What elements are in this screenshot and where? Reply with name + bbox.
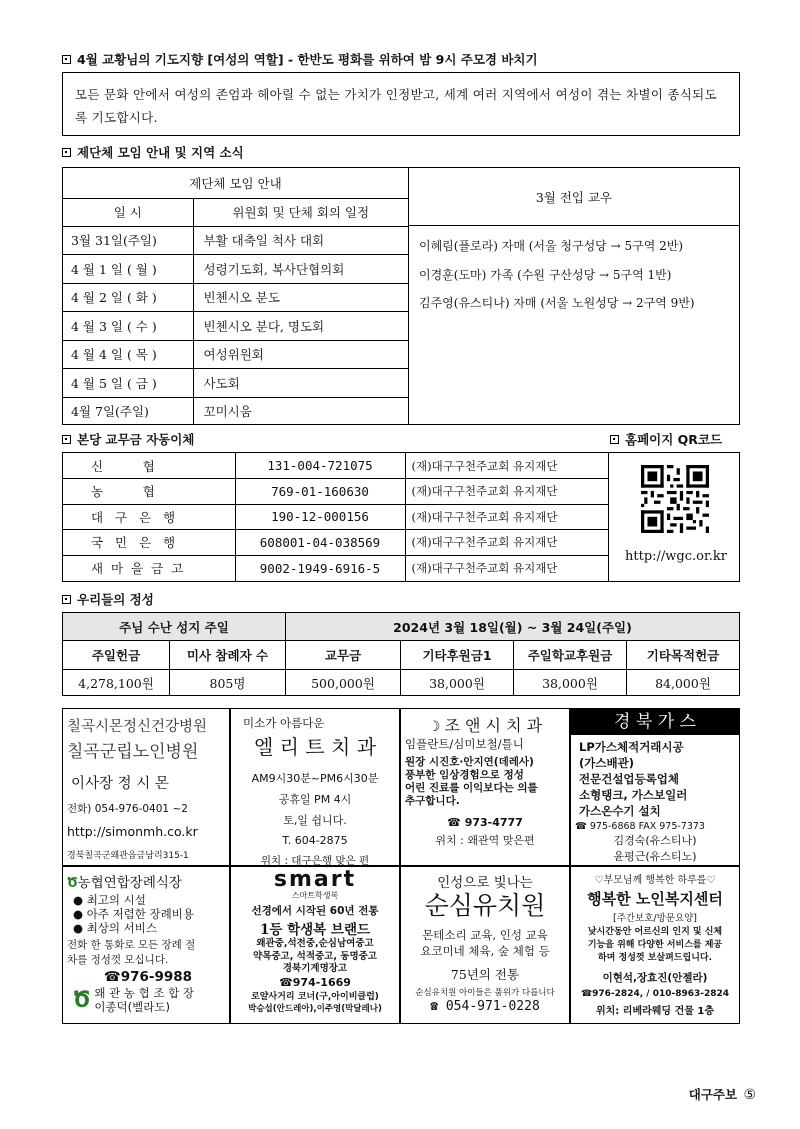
offering-week-label: 주님 수난 성지 주일 (63, 613, 286, 641)
implant-text: 풍부한 임상경험으로 정성 (405, 769, 524, 781)
schedule-event: 사도회 (193, 369, 409, 398)
schedule-date: 4 월 1 일 ( 월 ) (63, 255, 193, 284)
kinder-program: 요코미네 체육, 숲 체험 등 (420, 944, 550, 958)
bank-account: 9002-1949-6916-5 (235, 555, 405, 581)
homepage-url[interactable]: http://wgc.or.kr (625, 549, 727, 564)
bank-name: 대 구 은 행 (63, 504, 235, 530)
funeral-features (73, 893, 229, 935)
schedule-event: 빈첸시오 분다, 명도회 (193, 312, 409, 341)
hospital-name-1: 칠곡시몬정신건강병원 (67, 719, 208, 735)
ad-gas (570, 708, 740, 866)
schedule-table (63, 168, 409, 424)
bank-name: 농 협 (63, 479, 235, 505)
prayer-box (62, 72, 740, 136)
bank-name: 국 민 은 행 (63, 530, 235, 556)
bank-holder: (재)대구구천주교회 유지재단 (405, 504, 609, 530)
kinder-name: 순심유치원 (424, 891, 546, 920)
page-number: ⑤ (743, 1087, 756, 1103)
bank-name: 신 협 (63, 453, 235, 479)
elder-name: 행복한 노인복지센터 (587, 890, 723, 908)
dental-holiday: 공휴일 PM 4시 (278, 793, 352, 806)
offering-value: 38,000원 (401, 670, 514, 696)
offering-value: 84,000원 (627, 670, 740, 696)
schedule-title: 제단체 모임 안내 및 지역 소식 (62, 143, 244, 161)
ad-kindergarten (400, 866, 570, 1024)
dental-hours: AM9시30분~PM6시30분 (251, 772, 379, 785)
smart-school: 약목중고, 석적중고, 동명중고 (253, 950, 377, 962)
kinder-phone: ☎ 054-971-0228 (430, 999, 540, 1014)
kinder-tradition: 75년의 전통 (450, 967, 520, 982)
tooth-logo-icon: ☽ (427, 719, 441, 735)
hospital-director: 이사장 정 시 몬 (71, 776, 169, 792)
offering-header: 미사 참례자 수 (170, 641, 286, 670)
ad-elite-dental (230, 708, 400, 866)
funeral-name: Ծ농협연합장례식장 (67, 875, 182, 891)
offering-value: 500,000원 (286, 670, 401, 696)
offering-header: 기타후원금1 (401, 641, 514, 670)
hospital-url: http://simonmh.co.kr (67, 824, 198, 839)
gas-line: (가스배관) (579, 756, 634, 770)
implant-text: 추구합니다. (405, 795, 460, 807)
square-bullet-icon (610, 435, 619, 444)
dental-name: 엘 리 트 치 과 (253, 735, 377, 759)
kinder-tagline: 인성으로 빛나는 (437, 875, 533, 891)
ad-smart-uniform (230, 866, 400, 1024)
funeral-contact (67, 986, 229, 1014)
gas-line: 소형탱크, 가스보일러 (579, 788, 688, 802)
kinder-program: 몬테소리 교육, 인성 교육 (422, 928, 548, 942)
dental-phone: T. 604-2875 (282, 834, 348, 847)
bank-holder: (재)대구구천주교회 유지재단 (405, 453, 609, 479)
schedule-event: 성령기도회, 복사단협의회 (193, 255, 409, 284)
ad-implant-dental (400, 708, 570, 866)
gas-body (571, 735, 739, 819)
schedule-event: 여성위원회 (193, 340, 409, 369)
schedule-date: 4 월 3 일 ( 수 ) (63, 312, 193, 341)
bank-account: 131-004-721075 (235, 453, 405, 479)
implant-location: 위치 : 왜관역 맞은편 (435, 834, 535, 847)
qr-code[interactable] (641, 465, 709, 533)
elder-text: 하며 정성껏 보살펴드립니다. (597, 953, 712, 963)
implant-services: 임플란트/심미보철/틀니 (405, 737, 524, 751)
offering-header: 주일헌금 (63, 641, 170, 670)
dental-location: 위치 : 대구은행 맞은 편 (260, 855, 370, 866)
dental-tagline: 미소가 아름다운 (243, 716, 325, 730)
ad-funeral (62, 866, 230, 1024)
smart-schools (231, 938, 399, 976)
transfer-list (409, 226, 739, 318)
page-footer (689, 1085, 756, 1103)
gas-line: 가스온수기 설치 (579, 804, 661, 818)
implant-desc (401, 756, 569, 808)
schedule-date: 4 월 5 일 ( 금 ) (63, 369, 193, 398)
schedule-box (62, 167, 740, 425)
schedule-event: 빈첸시오 분도 (193, 283, 409, 312)
schedule-date: 4월 7일(주일) (63, 397, 193, 424)
transfer-item: 이혜림(플로라) 자매 (서울 청구성당 → 5구역 2반) (419, 239, 684, 253)
schedule-date: 4 월 2 일 ( 화 ) (63, 283, 193, 312)
prayer-title: 4월 교황님의 기도지향 [여성의 역할] - 한반도 평화를 위하여 밤 9시 주모경 바치기 (62, 50, 538, 68)
funeral-feature: ● 최상의 서비스 (73, 921, 157, 935)
bank-holder: (재)대구구천주교회 유지재단 (405, 530, 609, 556)
bank-account: 769-01-160630 (235, 479, 405, 505)
implant-phone: ☎ 973-4777 (447, 816, 523, 829)
gas-contact: 윤평근(유스티노) (613, 850, 697, 863)
implant-name: ☽ 조 앤 시 치 과 (427, 716, 543, 735)
schedule-date: 4 월 4 일 ( 목 ) (63, 340, 193, 369)
funeral-feature: ● 아주 저렴한 장례비용 (73, 907, 194, 921)
smart-contact: 박승섭(안드레아),이주영(막달레나) (248, 1003, 382, 1014)
smart-brand: 1등 학생복 브랜드 (259, 922, 371, 938)
smart-phone: ☎974-1669 (279, 975, 351, 989)
nh-logo-icon: Ծ (67, 875, 78, 891)
offering-week-dates: 2024년 3월 18일(월) ~ 3월 24일(주일) (286, 613, 740, 641)
offering-header: 교무금 (286, 641, 401, 670)
nh-logo-icon: Ծ (73, 987, 91, 1013)
offering-table (62, 612, 740, 696)
elder-tagline: ♡부모님께 행복한 하루를♡ (594, 875, 716, 886)
implant-text: 어린 진료를 이익보다는 의를 (405, 782, 538, 794)
qr-code-icon (641, 465, 709, 533)
dental-weekend: 토,일 쉽니다. (283, 814, 347, 827)
banking-title: 본당 교무금 자동이체 (62, 430, 194, 448)
gas-line: LP가스체적거래시공 (579, 740, 684, 754)
funeral-contact-name: 이종덕(벨라도) (94, 1000, 170, 1014)
gas-phone: ☎ 975-6868 FAX 975-7373 (575, 821, 705, 832)
hospital-address: 경북칠곡군왜관읍금남리315-1 (67, 851, 189, 861)
square-bullet-icon (62, 595, 71, 604)
smart-slogan: 선경에서 시작된 60년 전통 (251, 905, 379, 917)
offering-title: 우리들의 정성 (62, 590, 154, 608)
schedule-event: 꼬미시움 (193, 397, 409, 424)
banking-box (62, 452, 740, 582)
bank-name: 새 마 을 금 고 (63, 555, 235, 581)
elder-text: 낮시간동안 어르신의 인지 및 신체 (587, 927, 723, 937)
bank-holder: (재)대구구천주교회 유지재단 (405, 555, 609, 581)
hospital-phone: 전화) 054-976-0401 ~2 (67, 803, 188, 815)
elder-contact: 이현석,장효진(안젤라) (602, 972, 708, 984)
col-date: 일 시 (63, 198, 193, 226)
qr-title: 홈페이지 QR코드 (610, 430, 722, 448)
smart-school: 왜관중,석전중,순심남여중고 (256, 938, 374, 949)
schedule-event: 부활 대축일 척사 대회 (193, 226, 409, 255)
smart-subtitle: 스마트학생복 (291, 891, 339, 900)
smart-school: 경북기계명장고 (282, 963, 348, 974)
elder-text: 기능을 위해 다양한 서비스를 제공 (587, 940, 723, 950)
bank-account: 190-12-000156 (235, 504, 405, 530)
offering-header: 기타목적헌금 (627, 641, 740, 670)
transfer-header: 3월 전입 교우 (409, 168, 739, 226)
offering-header: 주일학교후원금 (514, 641, 627, 670)
banking-table (63, 453, 609, 581)
funeral-text: 전화 한 통화로 모든 장례 절 (67, 939, 196, 951)
implant-director: 원장 시진호·안지연(데레사) (405, 756, 534, 768)
bank-account: 608001-04-038569 (235, 530, 405, 556)
schedule-header: 제단체 모임 안내 (63, 168, 409, 198)
prayer-body: 모든 문화 안에서 여성의 존엄과 헤아릴 수 없는 가치가 인정받고, 세계 여러 지역에서 여성이 겪는 차별이 종식되도록 기도합시다. (75, 87, 717, 125)
square-bullet-icon (62, 148, 71, 157)
elder-desc (571, 926, 739, 965)
transfer-item: 이경훈(도마) 가족 (수원 구산성당 → 5구역 1반) (419, 267, 672, 282)
smart-logo: smart (273, 867, 357, 892)
footer-label: 대구주보 (688, 1087, 738, 1102)
schedule-date: 3월 31일(주일) (63, 226, 193, 255)
offering-value: 4,278,100원 (63, 670, 170, 696)
offering-value: 38,000원 (514, 670, 627, 696)
elder-location: 위치: 리베라웨딩 건물 1층 (595, 1006, 714, 1017)
bank-holder: (재)대구구천주교회 유지재단 (405, 479, 609, 505)
elder-services: [주간보호/방문요양] (612, 913, 698, 924)
funeral-contact-title: 왜 관 농 협 조 합 장 (94, 986, 195, 1000)
funeral-text: 차를 정성껏 모십니다. (67, 954, 169, 966)
hospital-name-2: 칠곡군립노인병원 (67, 742, 199, 762)
funeral-phone: ☎976-9988 (103, 969, 193, 985)
gas-title: 경 북 가 스 (571, 709, 739, 735)
funeral-feature: ● 최고의 시설 (73, 893, 146, 907)
square-bullet-icon (62, 435, 71, 444)
col-event: 위원회 및 단체 회의 일정 (193, 198, 409, 226)
kinder-slogan: 순심유치원 아이들은 품위가 다릅니다 (415, 988, 555, 998)
ad-hospital (62, 708, 230, 866)
smart-location: 로얄사거리 코너(구,아이비클럽) (251, 991, 379, 1002)
elder-phone: ☎976-2824, / 010-8963-2824 (580, 989, 730, 999)
gas-contact: 김경숙(유스티나) (613, 834, 697, 847)
ad-elder-care (570, 866, 740, 1024)
transfer-panel (409, 168, 739, 424)
transfer-item: 김주영(유스티나) 자매 (서울 노원성당 → 2구역 9반) (419, 296, 695, 310)
square-bullet-icon (62, 55, 71, 64)
offering-value: 805명 (170, 670, 286, 696)
gas-line: 전문건설업등록업체 (579, 772, 679, 786)
